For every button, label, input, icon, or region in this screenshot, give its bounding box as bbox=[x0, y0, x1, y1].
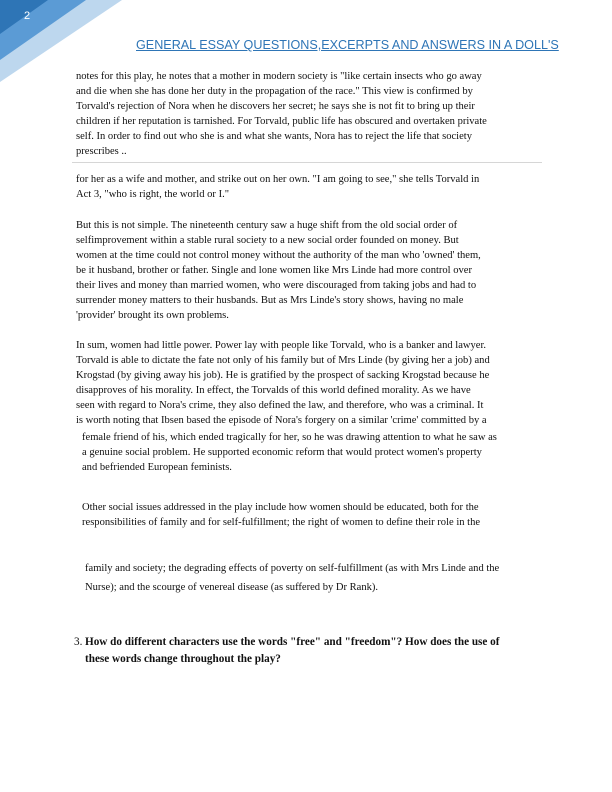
essay-question-3 bbox=[74, 634, 500, 668]
header-title[interactable]: GENERAL ESSAY QUESTIONS,EXCERPTS AND ANSWERS IN A DOLL'S bbox=[136, 38, 559, 52]
text-line: Krogstad (by giving away his job). He is gratified by the prospect of sacking Krogstad because he bbox=[76, 370, 490, 381]
page-number: 2 bbox=[24, 10, 31, 22]
text-line: and befriended European feminists. bbox=[82, 462, 232, 473]
excerpt-paragraph-7 bbox=[85, 559, 499, 597]
text-line: disapproves of his morality. In effect, the Torvalds of this world defined morality. As we have bbox=[76, 385, 471, 396]
excerpt-paragraph-5 bbox=[82, 430, 542, 475]
text-line: for her as a wife and mother, and strike out on her own. "I am going to see," she tells Torvald in bbox=[76, 174, 480, 185]
text-line: be it husband, brother or father. Single and lone women like Mrs Linde had more control over bbox=[76, 265, 472, 276]
text-line: But this is not simple. The nineteenth century saw a huge shift from the old social order of bbox=[76, 220, 458, 231]
text-line: a genuine social problem. He supported economic reform that would protect women's property bbox=[82, 447, 482, 458]
text-line: seen with regard to Nora's crime, they also defined the law, and therefore, who was a criminal. It bbox=[76, 400, 484, 411]
excerpt-paragraph-3 bbox=[76, 218, 481, 323]
text-line: responsibilities of family and for self-fulfillment; the right of women to define their role in the bbox=[82, 517, 481, 528]
excerpt-paragraph-4 bbox=[76, 338, 490, 428]
question-number: 3. bbox=[74, 636, 83, 648]
question-text-line-2: these words change throughout the play? bbox=[85, 653, 281, 665]
text-line: notes for this play, he notes that a mother in modern society is "like certain insects who go away bbox=[76, 71, 482, 82]
text-line: Torvald is able to dictate the fate not only of his family but of Mrs Linde (by giving her a job) and bbox=[76, 355, 490, 366]
text-line: female friend of his, which ended tragically for her, so he was drawing attention to what he saw as bbox=[82, 432, 497, 443]
text-line: prescribes .. bbox=[76, 146, 127, 157]
text-line: In sum, women had little power. Power lay with people like Torvald, who is a banker and lawyer. bbox=[76, 340, 487, 351]
text-line: women at the time could not control money without the authority of the man who 'owned' them, bbox=[76, 250, 481, 261]
text-line: children if her reputation is tarnished. For Torvald, public life has obscured and overtaken private bbox=[76, 116, 487, 127]
text-line: their lives and money than married women, who were discouraged from taking jobs and had to bbox=[76, 280, 477, 291]
text-line: selfimprovement within a stable rural society to a new social order founded on money. But bbox=[76, 235, 459, 246]
text-line: family and society; the degrading effects of poverty on self-fulfillment (as with Mrs Linde and the bbox=[85, 563, 500, 574]
text-line: Nurse); and the scourge of venereal disease (as suffered by Dr Rank). bbox=[85, 582, 379, 593]
text-line: Torvald's rejection of Nora when he discovers her secret; he says she is not fit to bring up their bbox=[76, 101, 475, 112]
text-line: Act 3, "who is right, the world or I." bbox=[76, 189, 230, 200]
text-line: self. In order to find out who she is and what she wants, Nora has to reject the life that society bbox=[76, 131, 472, 142]
excerpt-paragraph-6 bbox=[82, 500, 480, 530]
scan-separator bbox=[72, 162, 542, 163]
excerpt-paragraph-2 bbox=[76, 172, 479, 202]
text-line: and die when she has done her duty in the propagation of the race." This view is confirmed by bbox=[76, 86, 473, 97]
text-line: Other social issues addressed in the play include how women should be educated, both for the bbox=[82, 502, 479, 513]
text-line: surrender money matters to their husbands. But as Mrs Linde's story shows, having no male bbox=[76, 295, 464, 306]
excerpt-paragraph-1 bbox=[76, 69, 487, 159]
text-line: is worth noting that Ibsen based the episode of Nora's forgery on a similar 'crime' committed by a bbox=[76, 415, 487, 426]
text-line: 'provider' brought its own problems. bbox=[76, 310, 229, 321]
question-text-line-1: How do different characters use the words "free" and "freedom"? How does the use of bbox=[85, 636, 500, 648]
